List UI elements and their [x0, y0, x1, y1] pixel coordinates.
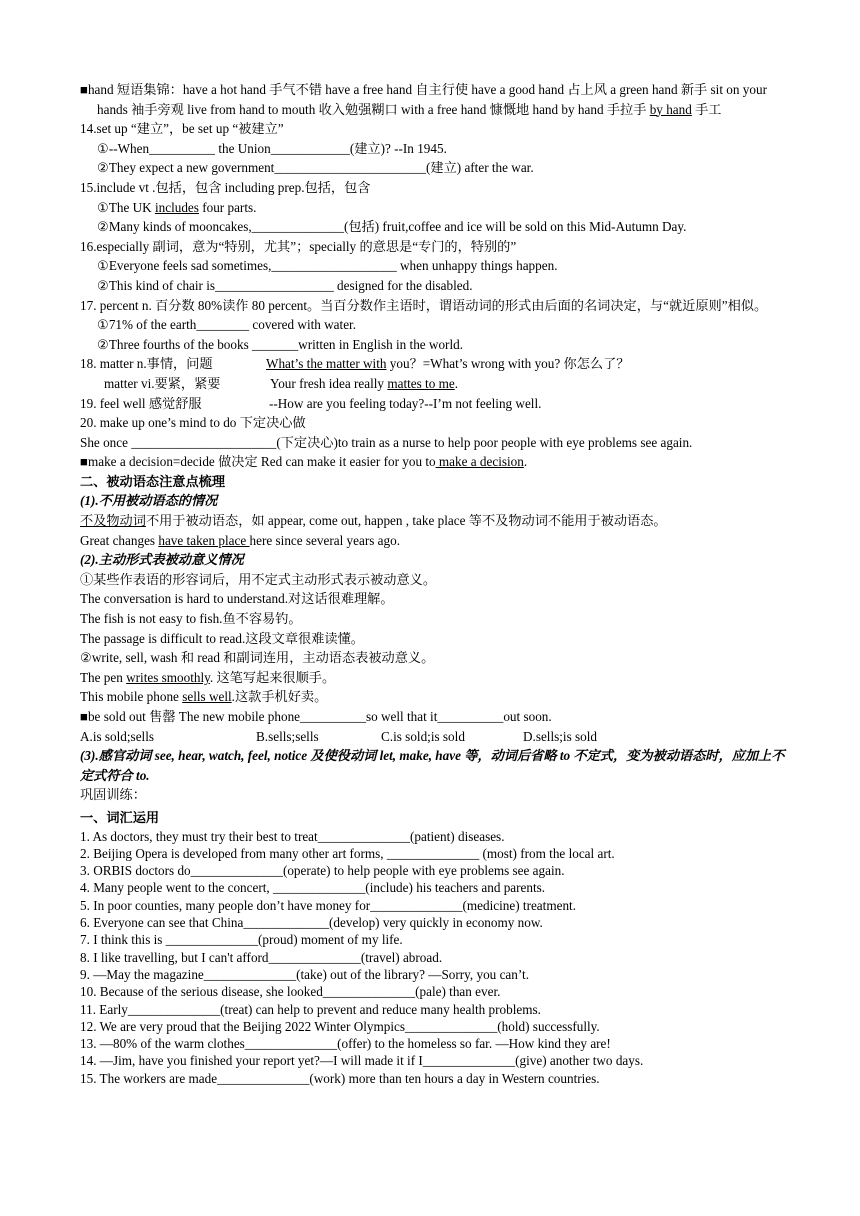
- item-18-line-1-pre: 18. matter n.事情，问题: [80, 356, 213, 372]
- section-1-title: 一、词汇运用: [80, 809, 160, 825]
- subsection-2-example-4-underlined: writes smoothly: [126, 669, 210, 685]
- item-16-question-2: ②This kind of chair is__________________ designed for the disabled.: [97, 277, 473, 293]
- item-18-line-2-pre: matter vi.要紧，紧要: [104, 375, 221, 391]
- item-14-question-2: ②They expect a new government_______________________(建立) after the war.: [97, 160, 534, 176]
- subsection-2-title: (2).主动形式表被动意义情况: [80, 552, 244, 568]
- exercise-item: 9. —May the magazine______________(take) out of the library? —Sorry, you can’t.: [80, 966, 529, 982]
- make-decision-post: .: [523, 454, 528, 470]
- subsection-2-rule-1: ①某些作表语的形容词后，用不定式主动形式表示被动意义。: [80, 571, 437, 587]
- item-18-line-1-post: you？=What’s wrong with you? 你怎么了？: [386, 356, 630, 372]
- item-17-question-2: ②Three fourths of the books _______written in English in the world.: [97, 336, 463, 352]
- item-18-line-2-mid: Your fresh idea really: [270, 375, 388, 391]
- item-15-example-1-underlined: includes: [154, 199, 199, 215]
- subsection-3-title: (3).感官动词 see, hear, watch, feel, notice 及使役动词 let, make, have 等，动词后省略 to 不定式，变为被动语态时，应加上不定式符合 to.: [80, 748, 785, 783]
- option-a: A.is sold;sells: [80, 728, 155, 744]
- subsection-1-example-underlined: have taken place: [158, 532, 250, 548]
- exercise-list: [80, 828, 785, 1087]
- subsection-2-example-4-post: . 这笔写起来很顺手。: [209, 669, 336, 685]
- item-19-pre: 19. feel well 感觉舒服: [80, 395, 202, 411]
- item-14-title: 14.set up “建立”，be set up “被建立”: [80, 121, 284, 137]
- item-15-example-1-pre: ①The UK: [97, 199, 155, 215]
- option-c: C.is sold;is sold: [381, 728, 465, 744]
- document-page: [80, 80, 785, 1087]
- subsection-2-example-3: The passage is difficult to read.这段文章很难读懂。: [80, 630, 364, 646]
- subsection-1-example-post: here since several years ago.: [249, 532, 401, 548]
- exercise-item: 6. Everyone can see that China_____________(develop) very quickly in economy now.: [80, 915, 543, 931]
- exercise-item: 12. We are very proud that the Beijing 2022 Winter Olympics______________(hold) successfully.: [80, 1018, 600, 1034]
- item-20-question: She once ______________________(下定决心)to train as a nurse to help poor people with eye problems see again.: [80, 434, 693, 450]
- item-18-line-2-underlined: mattes to me: [387, 375, 455, 391]
- item-15-example-1: [80, 198, 785, 218]
- option-b: B.sells;sells: [256, 728, 319, 744]
- item-20-title: 20. make up one’s mind to do 下定决心做: [80, 415, 306, 431]
- subsection-2-example-5-pre: This mobile phone: [80, 689, 183, 705]
- exercise-item: 10. Because of the serious disease, she looked______________(pale) than ever.: [80, 984, 501, 1000]
- subsection-1-rule: [80, 511, 785, 531]
- subsection-1-rule-text: 不用于被动语态，如 appear, come out, happen , take place 等不及物动词不能用于被动语态。: [145, 513, 667, 529]
- sold-out-question: ■be sold out 售罄 The new mobile phone__________so well that it__________out soon.: [80, 709, 552, 724]
- item-14-question-1: ①--When__________ the Union____________(建立)? --In 1945.: [97, 140, 447, 156]
- item-15-example-1-post: four parts.: [198, 199, 257, 215]
- item-18-line-2: [80, 374, 785, 394]
- exercise-item: 7. I think this is ______________(proud) moment of my life.: [80, 932, 403, 948]
- item-18-line-2-post: .: [454, 375, 459, 391]
- item-18-line-1-underlined: What’s the matter with: [266, 356, 387, 372]
- item-19-post: --How are you feeling today?--I’m not feeling well.: [269, 395, 542, 411]
- exercise-item: 3. ORBIS doctors do______________(operate) to help people with eye problems see again.: [80, 863, 565, 879]
- exercise-item: 4. Many people went to the concert, ______________(include) his teachers and parents.: [80, 880, 546, 896]
- subsection-1-example: [80, 531, 785, 551]
- item-18-line-1: [80, 354, 785, 374]
- subsection-2-example-5-post: .这款手机好卖。: [231, 689, 328, 705]
- section-2-title: 二、被动语态注意点梳理: [80, 473, 226, 489]
- option-d: D.sells;is sold: [523, 728, 598, 744]
- hand-idioms-text: ■hand 短语集锦：have a hot hand 手气不错 have a free hand 自主行使 have a good hand 占上风 a green hand 新手 sit on your hands 袖手旁观 live from hand to mouth 收入勉强糊口 with a free hand 慷慨地 hand by hand 手拉手: [80, 82, 767, 117]
- subsection-2-example-5: [80, 687, 785, 707]
- item-17-title: 17. percent n. 百分数 80%读作 80 percent。当百分数作主语时，谓语动词的形式由后面的名词决定，与“就近原则”相似。: [80, 297, 768, 313]
- item-16-question-1: ①Everyone feels sad sometimes,___________________ when unhappy things happen.: [97, 258, 558, 274]
- exercise-item: 1. As doctors, they must try their best to treat______________(patient) diseases.: [80, 828, 505, 844]
- subsection-2-example-5-underlined: sells well: [182, 689, 232, 705]
- exercise-item: 13. —80% of the warm clothes______________(offer) to the homeless so far. —How kind they are!: [80, 1036, 611, 1052]
- make-decision-underlined: make a decision: [435, 454, 524, 470]
- item-19: [80, 394, 785, 414]
- exercise-item: 8. I like travelling, but I can't afford______________(travel) abroad.: [80, 949, 443, 965]
- item-15-title: 15.include vt .包括，包含 including prep.包括，包含: [80, 179, 371, 195]
- make-decision-pre: ■make a decision=decide 做决定 Red can make it easier for you to: [80, 454, 436, 470]
- hand-idioms: [80, 80, 785, 119]
- subsection-2-example-4-pre: The pen: [80, 669, 127, 685]
- subsection-1-title: (1).不用被动语态的情况: [80, 493, 218, 509]
- subsection-2-example-4: [80, 668, 785, 688]
- subsection-1-example-pre: Great changes: [80, 532, 159, 548]
- sold-out-options: [80, 727, 785, 747]
- item-15-question-2: ②Many kinds of mooncakes,______________(包括) fruit,coffee and ice will be sold on this Mid-Autumn Day.: [97, 219, 687, 235]
- subsection-2-example-1: The conversation is hard to understand.对这话很难理解。: [80, 591, 394, 607]
- subsection-2-rule-2: ②write, sell, wash 和 read 和副词连用，主动语态表被动意义。: [80, 650, 435, 666]
- by-hand-underlined: by hand: [649, 101, 692, 117]
- exercise-item: 2. Beijing Opera is developed from many other art forms, ______________ (most) from the local art.: [80, 845, 615, 861]
- subsection-2-example-2: The fish is not easy to fish.鱼不容易钓。: [80, 611, 302, 627]
- exercise-item: 15. The workers are made______________(work) more than ten hours a day in Western countries.: [80, 1070, 600, 1086]
- item-16-title: 16.especially 副词，意为“特别，尤其”；specially 的意思是“专门的，特别的”: [80, 238, 517, 254]
- exercise-item: 11. Early______________(treat) can help to prevent and reduce many health problems.: [80, 1001, 541, 1017]
- item-17-question-1: ①71% of the earth________ covered with water.: [97, 317, 357, 333]
- intransitive-verb-underlined: 不及物动词: [80, 513, 146, 529]
- exercise-item: 5. In poor counties, many people don’t have money for______________(medicine) treatment.: [80, 897, 576, 913]
- make-decision-note: [80, 452, 785, 472]
- by-hand-tail: 手工: [691, 101, 722, 117]
- practice-label: 巩固训练：: [80, 787, 146, 803]
- exercise-item: 14. —Jim, have you finished your report yet?—I will made it if I______________(give) another two days.: [80, 1053, 644, 1069]
